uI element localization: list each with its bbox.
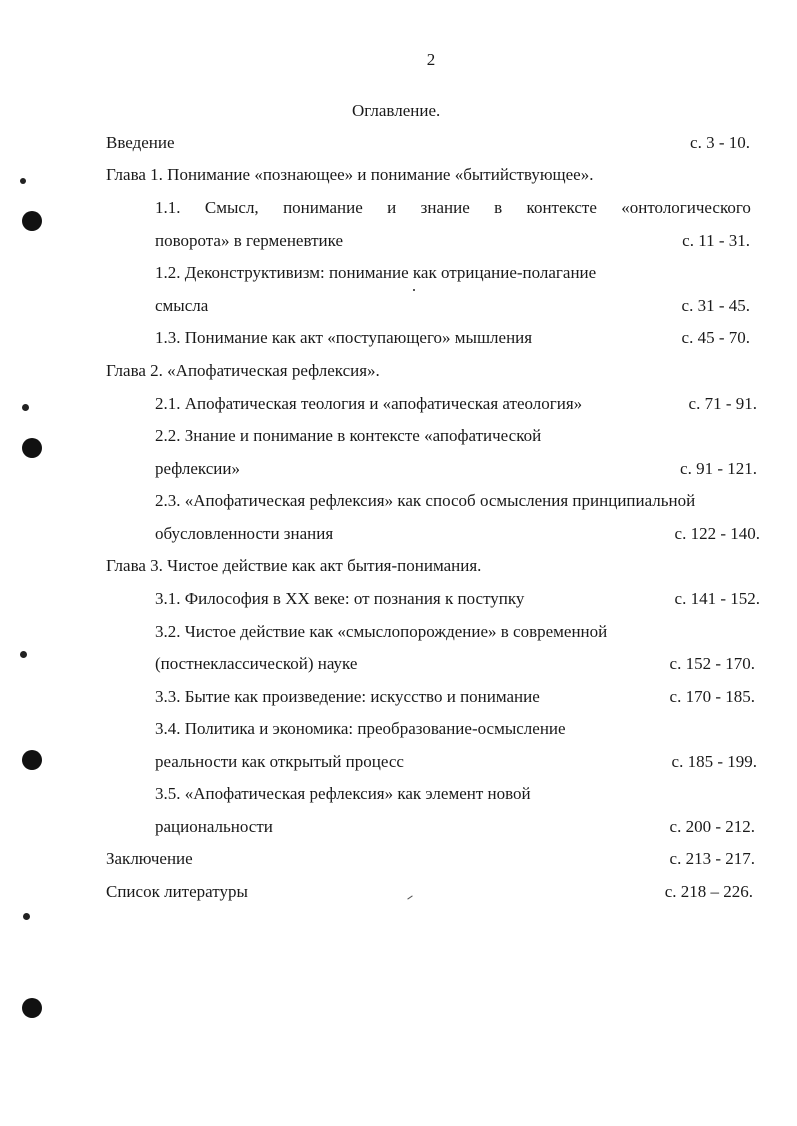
punch-hole	[22, 998, 42, 1018]
toc-intro-pages: с. 3 - 10.	[690, 133, 750, 152]
toc-section-1-2-pages: с. 31 - 45.	[681, 296, 750, 315]
toc-section-1-3-pages: с. 45 - 70.	[681, 328, 750, 347]
toc-section-2-3-line2: обусловленности знания	[155, 524, 334, 543]
scan-speck	[22, 404, 29, 411]
toc-references-label: Список литературы	[106, 882, 248, 901]
scan-speck	[20, 178, 26, 184]
scan-speck	[23, 913, 30, 920]
toc-section-1-2-line2: смысла	[155, 296, 209, 315]
toc-section-2-2-line1: 2.2. Знание и понимание в контексте «апофатической	[155, 426, 542, 445]
toc-section-3-5-pages: с. 200 - 212.	[669, 817, 755, 836]
toc-section-3-3-pages: с. 170 - 185.	[669, 687, 755, 706]
toc-references-pages: с. 218 – 226.	[664, 882, 753, 901]
toc-section-3-4-line2: реальности как открытый процесс	[155, 752, 404, 771]
toc-intro-label: Введение	[106, 133, 175, 152]
toc-section-3-1-pages: с. 141 - 152.	[674, 589, 760, 608]
toc-chapter-1: Глава 1. Понимание «познающее» и понимание «бытийствующее».	[106, 165, 594, 184]
toc-section-3-1-line1: 3.1. Философия в XX веке: от познания к поступку	[155, 589, 525, 608]
scan-speck	[20, 651, 27, 658]
toc-section-1-1-pages: с. 11 - 31.	[682, 231, 750, 250]
toc-section-1-1-line1: 1.1. Смысл, понимание и знание в контексте «онтологического	[155, 198, 751, 217]
toc-section-1-2-line1: 1.2. Деконструктивизм: понимание как отрицание-полагание	[155, 263, 597, 282]
toc-section-2-3-pages: с. 122 - 140.	[674, 524, 760, 543]
page-number: 2	[426, 50, 436, 69]
toc-section-2-1-line1: 2.1. Апофатическая теология и «апофатическая атеология»	[155, 394, 583, 413]
toc-section-3-2-pages: с. 152 - 170.	[669, 654, 755, 673]
toc-chapter-2: Глава 2. «Апофатическая рефлексия».	[106, 361, 380, 380]
scan-speck	[413, 289, 415, 291]
toc-section-3-4-line1: 3.4. Политика и экономика: преобразование-осмысление	[155, 719, 566, 738]
toc-title: Оглавление.	[352, 101, 441, 120]
toc-section-1-1-line2: поворота» в герменевтике	[155, 231, 343, 250]
scan-mark	[407, 895, 412, 899]
toc-section-2-1-pages: с. 71 - 91.	[688, 394, 757, 413]
toc-section-3-5-line2: рациональности	[155, 817, 273, 836]
toc-chapter-3: Глава 3. Чистое действие как акт бытия-понимания.	[106, 556, 482, 575]
toc-conclusion-pages: с. 213 - 217.	[669, 849, 755, 868]
toc-section-3-5-line1: 3.5. «Апофатическая рефлексия» как элемент новой	[155, 784, 531, 803]
punch-hole	[22, 211, 42, 231]
toc-section-3-4-pages: с. 185 - 199.	[671, 752, 757, 771]
toc-section-3-2-line2: (постнеклассической) науке	[155, 654, 358, 673]
toc-section-2-2-line2: рефлексии»	[155, 459, 240, 478]
toc-section-2-2-pages: с. 91 - 121.	[680, 459, 757, 478]
toc-section-2-3-line1: 2.3. «Апофатическая рефлексия» как способ осмысления принципиальной	[155, 491, 696, 510]
toc-section-3-2-line1: 3.2. Чистое действие как «смыслопорождение» в современной	[155, 622, 608, 641]
punch-hole	[22, 750, 42, 770]
toc-section-1-3-line1: 1.3. Понимание как акт «поступающего» мышления	[155, 328, 533, 347]
punch-hole	[22, 438, 42, 458]
toc-section-3-3-line1: 3.3. Бытие как произведение: искусство и понимание	[155, 687, 540, 706]
toc-conclusion-label: Заключение	[106, 849, 193, 868]
